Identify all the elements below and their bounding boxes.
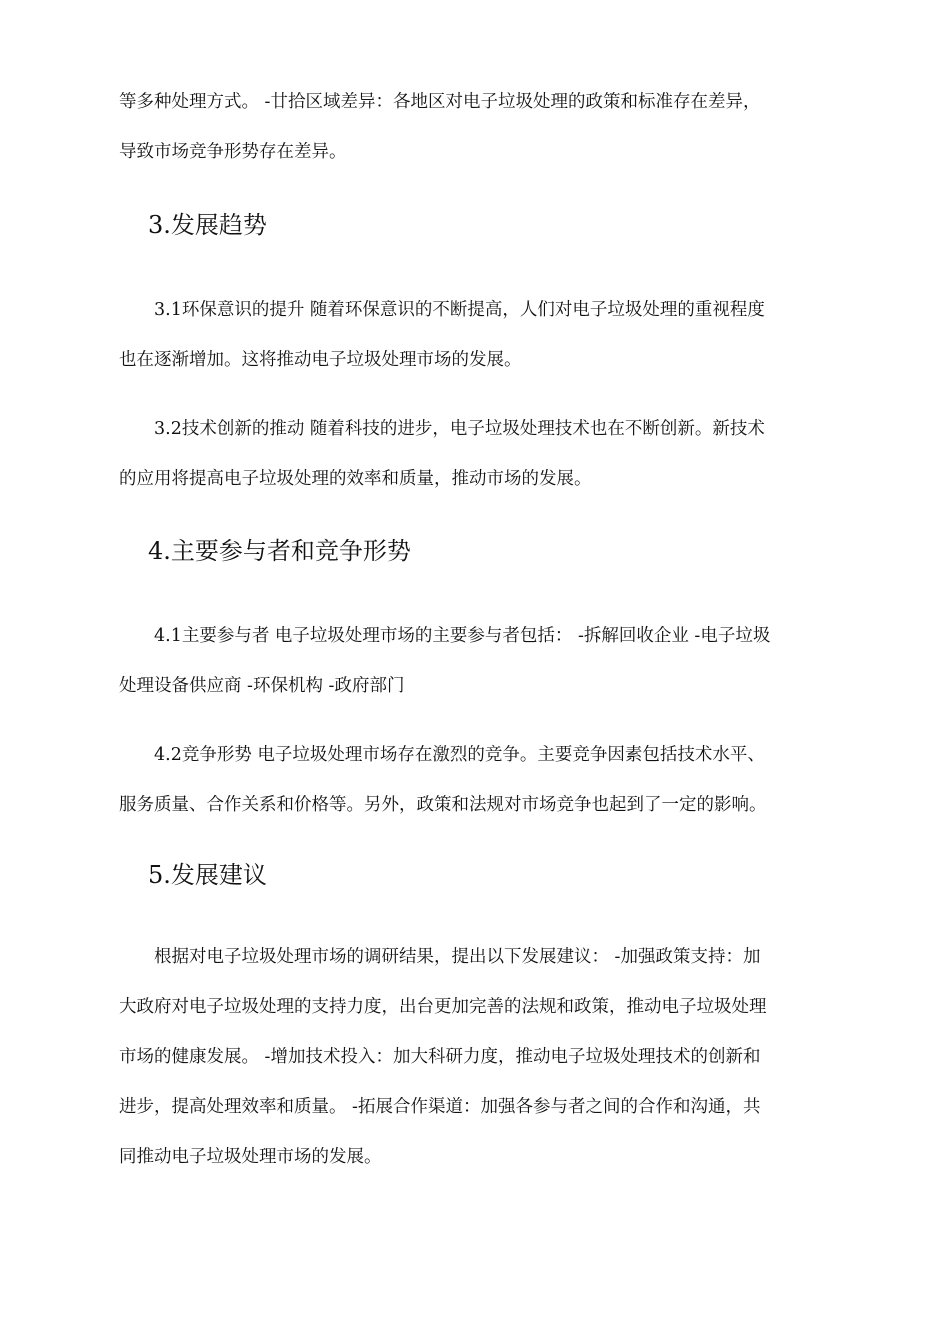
section-5-paragraph xyxy=(119,932,831,1182)
paragraph-line: 服务质量、合作关系和价格等。另外，政策和法规对市场竞争也起到了一定的影响。 xyxy=(119,795,767,815)
section-3-1-paragraph xyxy=(119,285,831,385)
section-3-heading: 3.发展趋势 xyxy=(148,211,267,239)
paragraph-line: 3.1环保意识的提升 随着环保意识的不断提高，人们对电子垃圾处理的重视程度 xyxy=(119,300,765,320)
section-4-2-paragraph xyxy=(119,730,831,830)
section-5-heading: 5.发展建议 xyxy=(148,861,267,889)
paragraph-line: 根据对电子垃圾处理市场的调研结果，提出以下发展建议： -加强政策支持：加 xyxy=(119,947,761,967)
paragraph-line: 导致市场竞争形势存在差异。 xyxy=(119,142,347,162)
section-2-tail-paragraph xyxy=(119,77,831,177)
paragraph-line: 的应用将提高电子垃圾处理的效率和质量，推动市场的发展。 xyxy=(119,469,592,489)
paragraph-line: 3.2技术创新的推动 随着科技的进步，电子垃圾处理技术也在不断创新。新技术 xyxy=(119,419,765,439)
paragraph-line: 进步，提高处理效率和质量。 -拓展合作渠道：加强各参与者之间的合作和沟通，共 xyxy=(119,1097,761,1117)
paragraph-line: 市场的健康发展。 -增加技术投入：加大科研力度，推动电子垃圾处理技术的创新和 xyxy=(119,1047,761,1067)
paragraph-line: 处理设备供应商 -环保机构 -政府部门 xyxy=(119,676,405,696)
section-4-1-paragraph xyxy=(119,611,831,711)
paragraph-line: 大政府对电子垃圾处理的支持力度，出台更加完善的法规和政策，推动电子垃圾处理 xyxy=(119,997,767,1017)
paragraph-line: 同推动电子垃圾处理市场的发展。 xyxy=(119,1147,382,1167)
paragraph-line: 4.2竞争形势 电子垃圾处理市场存在激烈的竞争。主要竞争因素包括技术水平、 xyxy=(119,745,765,765)
section-4-heading: 4.主要参与者和竞争形势 xyxy=(148,537,411,565)
section-3-2-paragraph xyxy=(119,404,831,504)
paragraph-line: 4.1主要参与者 电子垃圾处理市场的主要参与者包括： -拆解回收企业 -电子垃圾 xyxy=(119,626,771,646)
paragraph-line: 也在逐渐增加。这将推动电子垃圾处理市场的发展。 xyxy=(119,350,522,370)
paragraph-line: 等多种处理方式。 -廿拾区域差异：各地区对电子垃圾处理的政策和标准存在差异， xyxy=(119,92,761,112)
